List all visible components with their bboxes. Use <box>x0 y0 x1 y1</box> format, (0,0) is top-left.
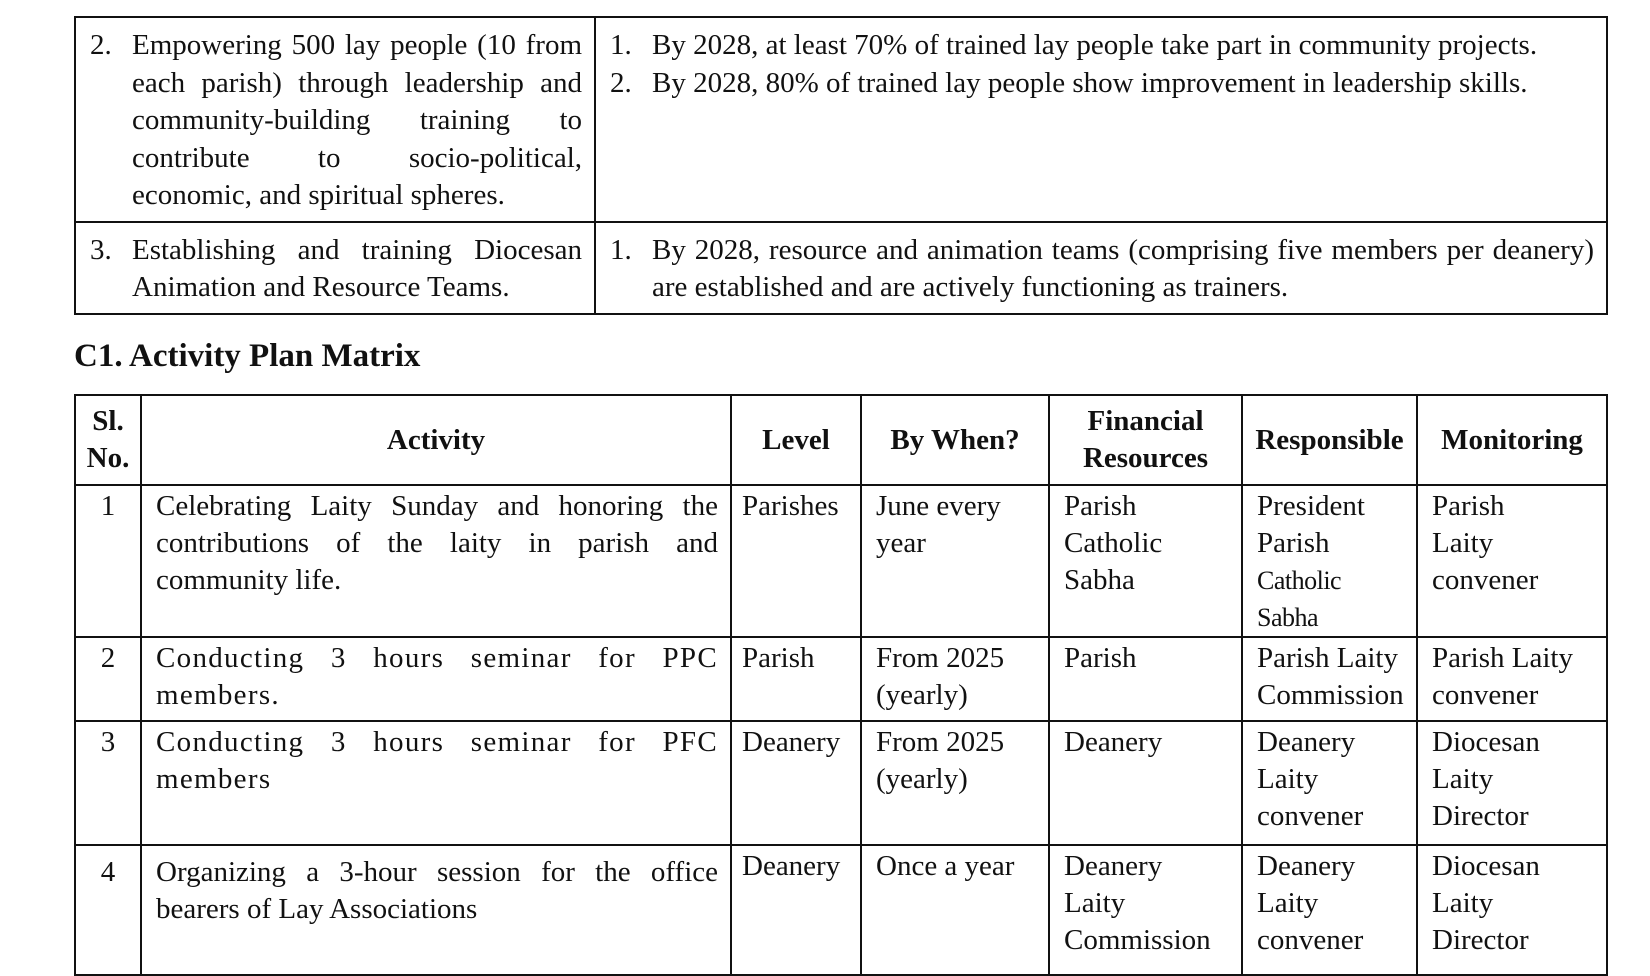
cell-financial-resources: Deanery Laity Commission <box>1049 845 1242 975</box>
indicators-cell <box>595 17 1607 222</box>
activity-plan-table <box>74 394 1608 976</box>
indicators-cell <box>595 222 1607 314</box>
cell-level: Parishes <box>731 485 861 637</box>
table-row <box>75 845 1607 975</box>
responsible-text: Parish Laity Commission <box>1257 642 1404 711</box>
objective-text: Empowering 500 lay people (10 from each parish) through leadership and community-building training to contribute to socio-political, economic, and spiritual spheres. <box>132 29 582 211</box>
cell-responsible <box>1242 721 1417 845</box>
cell-monitoring: Diocesan Laity Director <box>1417 845 1607 975</box>
table-row <box>75 485 1607 637</box>
cell-sl-no: 3 <box>75 721 141 845</box>
cell-sl-no: 1 <box>75 485 141 637</box>
cell-activity: Conducting 3 hours seminar for PFC members <box>141 721 731 845</box>
indicator-number: 2. <box>610 66 632 99</box>
cell-by-when: June every year <box>861 485 1049 637</box>
objective-cell <box>75 222 595 314</box>
cell-by-when: Once a year <box>861 845 1049 975</box>
cell-financial-resources: Deanery <box>1049 721 1242 845</box>
cell-responsible <box>1242 485 1417 637</box>
header-monitoring: Monitoring <box>1417 395 1607 485</box>
cell-monitoring: Parish Laity convener <box>1417 485 1607 637</box>
cell-monitoring: Parish Laity convener <box>1417 637 1607 721</box>
cell-sl-no: 4 <box>75 845 141 975</box>
cell-level: Parish <box>731 637 861 721</box>
section-heading: C1. Activity Plan Matrix <box>74 338 421 374</box>
responsible-text-condensed: Catholic Sabha <box>1257 566 1342 632</box>
indicator-item <box>610 27 1594 65</box>
objective-row <box>75 222 1607 314</box>
cell-activity: Organizing a 3-hour session for the office bearers of Lay Associations <box>141 845 731 975</box>
cell-financial-resources: Parish <box>1049 637 1242 721</box>
table-row <box>75 637 1607 721</box>
cell-by-when: From 2025 (yearly) <box>861 721 1049 845</box>
objective-number: 2. <box>90 29 112 61</box>
cell-activity: Celebrating Laity Sunday and honoring the contributions of the laity in parish and community life. <box>141 485 731 637</box>
header-responsible: Responsible <box>1242 395 1417 485</box>
table-row <box>75 721 1607 845</box>
indicator-text: By 2028, 80% of trained lay people show improvement in leadership skills. <box>652 66 1528 99</box>
indicator-number: 1. <box>610 29 632 61</box>
objective-cell <box>75 17 595 222</box>
table-header-row <box>75 395 1607 485</box>
objective-row <box>75 17 1607 222</box>
header-financial-resources: Financial Resources <box>1049 395 1242 485</box>
header-by-when: By When? <box>861 395 1049 485</box>
objectives-table <box>74 16 1608 315</box>
cell-sl-no: 2 <box>75 637 141 721</box>
responsible-text: Deanery Laity convener <box>1257 726 1364 832</box>
cell-level: Deanery <box>731 721 861 845</box>
cell-financial-resources: Parish Catholic Sabha <box>1049 485 1242 637</box>
cell-by-when: From 2025 (yearly) <box>861 637 1049 721</box>
cell-level: Deanery <box>731 845 861 975</box>
header-sl-no: Sl. No. <box>75 395 141 485</box>
cell-responsible <box>1242 637 1417 721</box>
responsible-text: President Parish <box>1257 490 1365 559</box>
cell-responsible <box>1242 845 1417 975</box>
indicator-item <box>610 65 1594 103</box>
indicator-number: 1. <box>610 233 632 266</box>
header-activity: Activity <box>141 395 731 485</box>
indicator-item <box>610 232 1594 307</box>
cell-activity: Conducting 3 hours seminar for PPC members. <box>141 637 731 721</box>
header-level: Level <box>731 395 861 485</box>
objective-number: 3. <box>90 233 112 266</box>
cell-monitoring: Diocesan Laity Director <box>1417 721 1607 845</box>
indicator-text: By 2028, resource and animation teams (comprising five members per deanery) are established and are actively functioning as trainers. <box>652 233 1594 303</box>
responsible-text: Deanery Laity convener <box>1257 850 1364 956</box>
indicator-text: By 2028, at least 70% of trained lay people take part in community projects. <box>652 29 1538 61</box>
objective-text: Establishing and training Diocesan Animation and Resource Teams. <box>132 233 582 303</box>
